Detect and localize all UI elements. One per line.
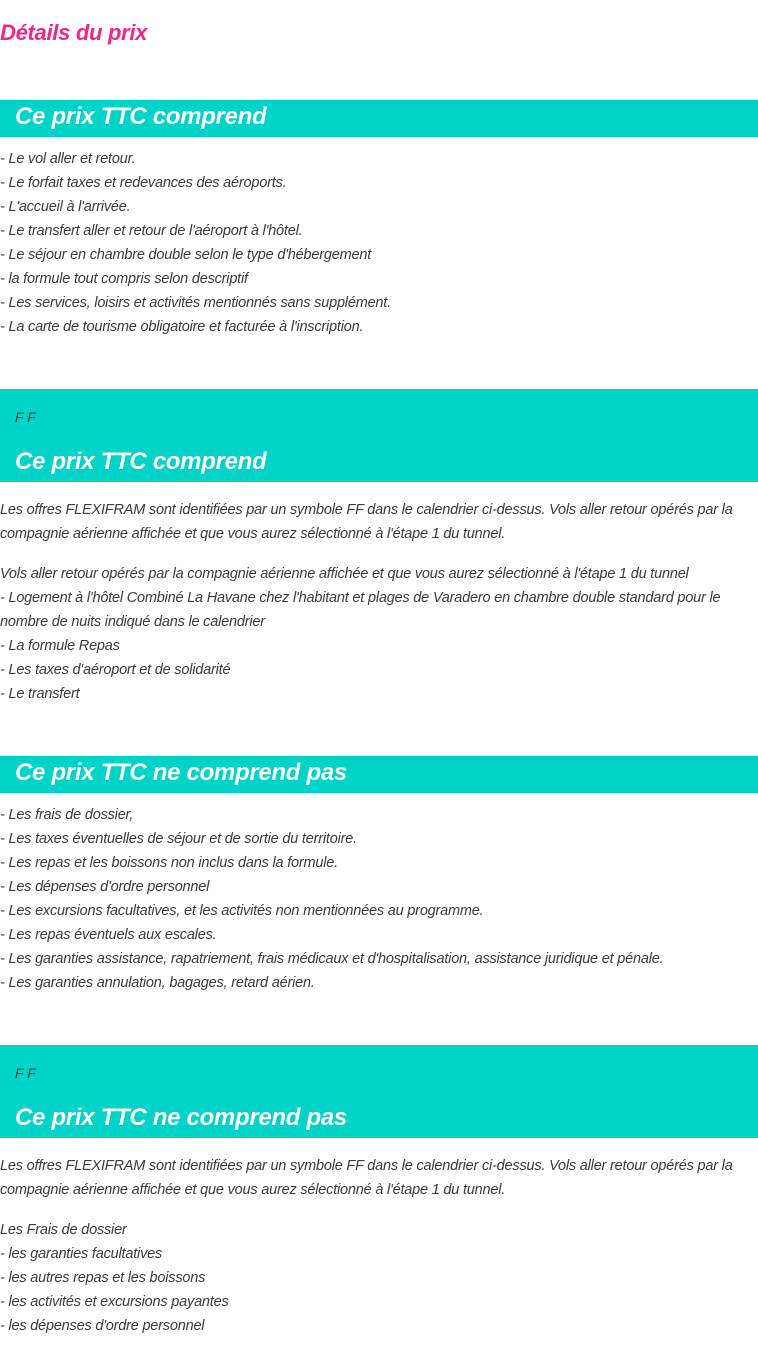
- list-item: - Les repas éventuels aux escales.: [0, 927, 217, 943]
- section-heading: Ce prix TTC ne comprend pas: [15, 759, 347, 786]
- list-item: - les activités et excursions payantes: [0, 1294, 229, 1310]
- list-item: - Les services, loisirs et activités mentionnés sans supplément.: [0, 295, 391, 311]
- flexifram-tag: F F: [15, 409, 36, 425]
- section-heading: Ce prix TTC comprend: [15, 448, 267, 475]
- list-item: - L'accueil à l'arrivée.: [0, 199, 131, 215]
- list-item: - Les taxes éventuelles de séjour et de sortie du territoire.: [0, 831, 357, 847]
- page-title: Détails du prix: [0, 20, 148, 45]
- flexifram-tag: F F: [15, 1065, 36, 1081]
- list-item: - Les garanties assistance, rapatriement, frais médicaux et d'hospitalisation, assistance juridique et pénale.: [0, 951, 664, 967]
- list-item: - Les taxes d'aéroport et de solidarité: [0, 662, 231, 678]
- list-item: - Les garanties annulation, bagages, retard aérien.: [0, 975, 315, 991]
- list-item: - Le transfert: [0, 686, 80, 702]
- list-item: - Le séjour en chambre double selon le type d'hébergement: [0, 247, 372, 263]
- section-header-included-flexifram: [0, 389, 758, 482]
- list-item: - la formule tout compris selon descriptif: [0, 271, 248, 287]
- list-item: - La formule Repas: [0, 638, 120, 654]
- section-header-included: [0, 100, 758, 137]
- list-item: - Les excursions facultatives, et les activités non mentionnées au programme.: [0, 903, 484, 919]
- flexifram-intro: Les offres FLEXIFRAM sont identifiées par un symbole FF dans le calendrier ci-dessus. Vols aller retour opérés par la compagnie aérienne affichée et que vous aurez sélectionné à l'étape 1 du tunnel.: [0, 1158, 733, 1198]
- list-item: - Les repas et les boissons non inclus dans la formule.: [0, 855, 338, 871]
- list-item: - Le forfait taxes et redevances des aéroports.: [0, 175, 287, 191]
- included-list: [0, 147, 758, 339]
- section-header-excluded: [0, 756, 758, 793]
- list-item: - Le transfert aller et retour de l'aéroport à l'hôtel.: [0, 223, 303, 239]
- list-item: Les Frais de dossier: [0, 1222, 127, 1238]
- included-flexifram-list: [0, 562, 740, 706]
- section-header-excluded-flexifram: [0, 1045, 758, 1138]
- section-heading: Ce prix TTC comprend: [15, 103, 267, 130]
- list-item: - Le vol aller et retour.: [0, 151, 136, 167]
- section-heading: Ce prix TTC ne comprend pas: [15, 1104, 347, 1131]
- list-item: - les dépenses d'ordre personnel: [0, 1318, 205, 1334]
- list-item: - Logement à l'hôtel Combiné La Havane chez l'habitant et plages de Varadero en chambre double standard pour le nombre de nuits indiqué dans le calendrier: [0, 590, 721, 630]
- list-item: - Les dépenses d'ordre personnel: [0, 879, 210, 895]
- excluded-list: [0, 803, 758, 995]
- list-item: Vols aller retour opérés par la compagnie aérienne affichée et que vous aurez sélectionné à l'étape 1 du tunnel: [0, 566, 689, 582]
- list-item: - La carte de tourisme obligatoire et facturée à l'inscription.: [0, 319, 364, 335]
- list-item: - Les frais de dossier,: [0, 807, 134, 823]
- list-item: - les garanties facultatives: [0, 1246, 163, 1262]
- list-item: - les autres repas et les boissons: [0, 1270, 206, 1286]
- excluded-flexifram-list: [0, 1218, 758, 1338]
- flexifram-intro: Les offres FLEXIFRAM sont identifiées par un symbole FF dans le calendrier ci-dessus. Vols aller retour opérés par la compagnie aérienne affichée et que vous aurez sélectionné à l'étape 1 du tunnel.: [0, 502, 733, 542]
